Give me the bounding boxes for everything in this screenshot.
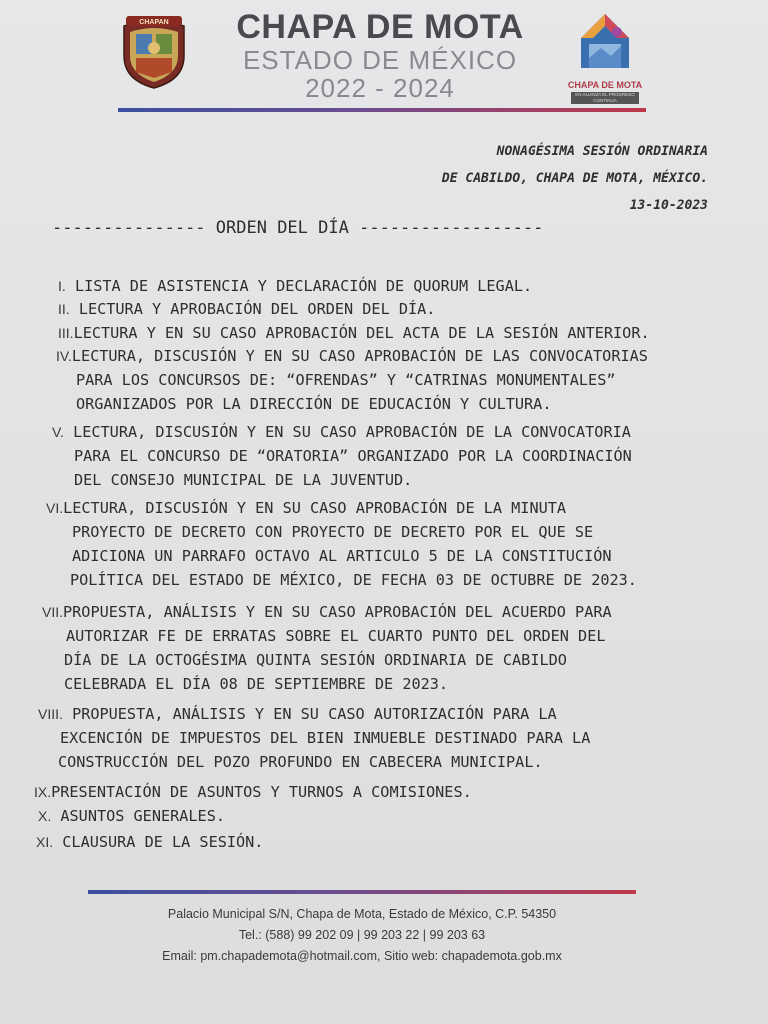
administration-logo [565, 8, 645, 104]
session-date: 13-10-2023 [629, 198, 708, 213]
agenda-item [36, 830, 263, 854]
footer-address: Palacio Municipal S/N, Chapa de Mota, Estado de México, C.P. 54350 [167, 907, 557, 921]
item-number: VI. [46, 500, 64, 516]
agenda-heading [52, 218, 712, 238]
item-text: PARA LOS CONCURSOS DE: “OFRENDAS” Y “CATRINAS MONUMENTALES” [76, 371, 616, 389]
session-location: DE CABILDO, CHAPA DE MOTA, MÉXICO. [441, 171, 708, 186]
administration-years: 2022 - 2024 [305, 73, 455, 103]
item-number: X. [38, 808, 52, 824]
item-text: LECTURA, DISCUSIÓN Y EN SU CASO APROBACIÓN DE LAS CONVOCATORIAS [71, 347, 648, 365]
agenda-item [46, 496, 702, 592]
item-number: XI. [36, 834, 54, 850]
item-number: VIII. [38, 706, 63, 722]
svg-text:CHAPAN: CHAPAN [139, 19, 169, 26]
logo-name: CHAPA DE MOTA [567, 80, 643, 90]
item-text: PROPUESTA, ANÁLISIS Y EN SU CASO AUTORIZACIÓN PARA LA [72, 705, 557, 723]
item-text: LECTURA, DISCUSIÓN Y EN SU CASO APROBACIÓN DE LA MINUTA [63, 499, 567, 517]
logo-tagline: EN ALIANZA EL PROGRESO CONTINUA [571, 92, 639, 104]
item-text: ADICIONA UN PARRAFO OCTAVO AL ARTICULO 5 DE LA CONSTITUCIÓN [72, 547, 612, 565]
footer [88, 904, 636, 967]
item-text: EXCENCIÓN DE IMPUESTOS DEL BIEN INMUEBLE DESTINADO PARA LA [60, 729, 591, 747]
agenda-item [58, 321, 650, 345]
item-number: IV. [56, 348, 72, 364]
item-text: DEL CONSEJO MUNICIPAL DE LA JUVENTUD. [74, 471, 413, 489]
heading-right-dashes: ------------------ [359, 218, 544, 238]
item-number: I. [58, 278, 66, 294]
municipal-crest-icon [118, 12, 190, 90]
session-info [442, 138, 708, 219]
agenda-item [34, 780, 472, 804]
item-text: LECTURA Y APROBACIÓN DEL ORDEN DEL DÍA. [78, 300, 436, 318]
item-text: ASUNTOS GENERALES. [60, 807, 225, 825]
heading-left-dashes: --------------- [52, 218, 206, 238]
item-text: CONSTRUCCIÓN DEL POZO PROFUNDO EN CABECERA MUNICIPAL. [58, 753, 543, 771]
item-text: CLAUSURA DE LA SESIÓN. [62, 833, 264, 851]
item-number: III. [58, 325, 74, 341]
item-text: PARA EL CONCURSO DE “ORATORIA” ORGANIZADO POR LA COORDINACIÓN [74, 447, 632, 465]
heading-title: ORDEN DEL DÍA [215, 218, 349, 238]
item-text: LISTA DE ASISTENCIA Y DECLARACIÓN DE QUORUM LEGAL. [74, 277, 533, 295]
item-number: II. [58, 301, 70, 317]
house-logo-icon [571, 8, 639, 74]
agenda-item [42, 600, 702, 696]
item-text: CELEBRADA EL DÍA 08 DE SEPTIEMBRE DE 2023. [64, 675, 449, 693]
footer-contact: Email: pm.chapademota@hotmail.com, Sitio web: chapademota.gob.mx [162, 949, 562, 963]
state-subtitle: ESTADO DE MÉXICO [242, 45, 518, 75]
letterhead [0, 0, 768, 120]
item-number: VII. [42, 604, 64, 620]
item-text: PRESENTACIÓN DE ASUNTOS Y TURNOS A COMISIONES. [51, 783, 472, 801]
agenda-item [52, 420, 702, 492]
item-number: IX. [34, 784, 52, 800]
item-text: LECTURA, DISCUSIÓN Y EN SU CASO APROBACIÓN DE LA CONVOCATORIA [73, 423, 631, 441]
header-divider [118, 108, 646, 112]
municipality-title: CHAPA DE MOTA [236, 8, 524, 46]
item-number: V. [52, 424, 64, 440]
item-text: PROYECTO DE DECRETO CON PROYECTO DE DECRETO POR EL QUE SE [72, 523, 594, 541]
session-title: NONAGÉSIMA SESIÓN ORDINARIA [496, 144, 708, 159]
agenda-item [38, 702, 702, 774]
agenda-item [38, 804, 225, 828]
item-text: PROPUESTA, ANÁLISIS Y EN SU CASO APROBACIÓN DEL ACUERDO PARA [63, 603, 612, 621]
agenda-item [56, 344, 702, 416]
letterhead-text [210, 8, 550, 102]
footer-divider [88, 890, 636, 894]
agenda-item [58, 274, 532, 298]
item-text: ORGANIZADOS POR LA DIRECCIÓN DE EDUCACIÓN Y CULTURA. [76, 395, 552, 413]
item-text: LECTURA Y EN SU CASO APROBACIÓN DEL ACTA DE LA SESIÓN ANTERIOR. [73, 324, 650, 342]
item-text: DÍA DE LA OCTOGÉSIMA QUINTA SESIÓN ORDINARIA DE CABILDO [64, 651, 567, 669]
footer-phones: Tel.: (588) 99 202 09 | 99 203 22 | 99 203 63 [238, 928, 486, 942]
agenda-item [58, 297, 435, 321]
item-text: POLÍTICA DEL ESTADO DE MÉXICO, DE FECHA 03 DE OCTUBRE DE 2023. [70, 571, 637, 589]
item-text: AUTORIZAR FE DE ERRATAS SOBRE EL CUARTO PUNTO DEL ORDEN DEL [66, 627, 606, 645]
